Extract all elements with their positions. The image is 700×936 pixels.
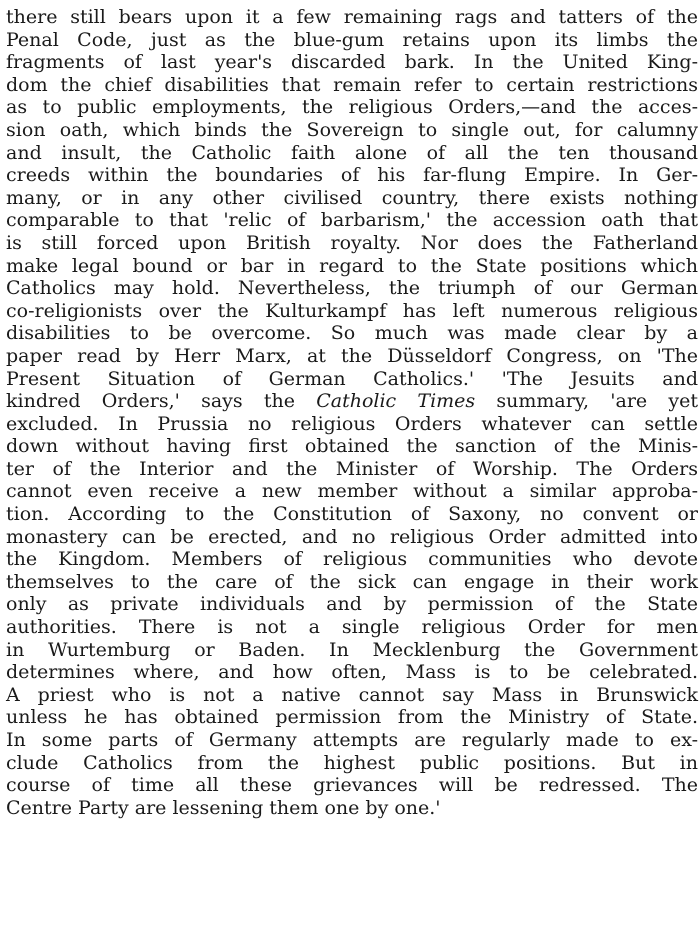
text-line: tion. According to the Constitution of Saxony, no convent or [6, 503, 698, 526]
text-line: there still bears upon it a few remaining rags and tatters of the [6, 6, 698, 28]
text-line: down without having first obtained the sanction of the Minis- [6, 435, 698, 458]
text-line: comparable to that 'relic of barbarism,' the accession oath that [6, 209, 698, 232]
text-line: Centre Party are lessening them one by one.' [6, 796, 441, 819]
text-line: many, or in any other civilised country, there exists nothing [6, 186, 698, 209]
text-line: Present Situation of German Catholics.' 'The Jesuits and [6, 367, 698, 390]
text-line: the Kingdom. Members of religious communities who devote [6, 548, 698, 571]
text-line: kindred Orders,' says the Catholic Times summary, 'are yet [6, 390, 698, 413]
text-line: In some parts of Germany attempts are regularly made to ex- [6, 729, 698, 751]
text-line: dom the chief disabilities that remain refer to certain restrictions [6, 73, 698, 96]
text-line: authorities. There is not a single religious Order for men [6, 616, 698, 639]
text-line: disabilities to be overcome. So much was made clear by a [6, 322, 698, 345]
text-line: A priest who is not a native cannot say Mass in Brunswick [6, 683, 698, 706]
text-line: as to public employments, the religious Orders,—and the acces- [6, 96, 698, 119]
text-line: monastery can be erected, and no religious Order admitted into [6, 525, 698, 548]
text-line: make legal bound or bar in regard to the State positions which [6, 254, 698, 277]
text-line: sion oath, which binds the Sovereign to single out, for calumny [6, 118, 698, 141]
document-page [0, 6, 698, 819]
text-line: cannot even receive a new member without a similar approba- [6, 480, 698, 503]
body-text [6, 6, 698, 819]
text-line: clude Catholics from the highest public positions. But in [6, 751, 698, 774]
text-line: is still forced upon British royalty. Nor does the Fatherland [6, 231, 698, 254]
text-line: in Wurtemburg or Baden. In Mecklenburg the Government [6, 638, 698, 661]
text-line: co-religionists over the Kulturkampf has left numerous religious [6, 299, 698, 322]
text-line: ter of the Interior and the Minister of Worship. The Orders [6, 457, 698, 480]
text-line: themselves to the care of the sick can engage in their work [6, 570, 698, 593]
text-line: creeds within the boundaries of his far-flung Empire. In Ger- [6, 164, 698, 187]
text-line: Catholics may hold. Nevertheless, the triumph of our German [6, 277, 698, 300]
italic-title: Catholic Times [316, 390, 476, 413]
text-line: Penal Code, just as the blue-gum retains upon its limbs the [6, 28, 698, 51]
text-line: and insult, the Catholic faith alone of all the ten thousand [6, 141, 698, 164]
text-line: unless he has obtained permission from the Ministry of State. [6, 706, 698, 729]
text-line: determines where, and how often, Mass is to be celebrated. [6, 661, 698, 684]
text-line: course of time all these grievances will be redressed. The [6, 774, 698, 797]
text-line: only as private individuals and by permission of the State [6, 593, 698, 616]
text-line: paper read by Herr Marx, at the Düsseldorf Congress, on 'The [6, 344, 698, 367]
text-line: excluded. In Prussia no religious Orders whatever can settle [6, 412, 698, 435]
text-line: fragments of last year's discarded bark. In the United King- [6, 51, 698, 74]
